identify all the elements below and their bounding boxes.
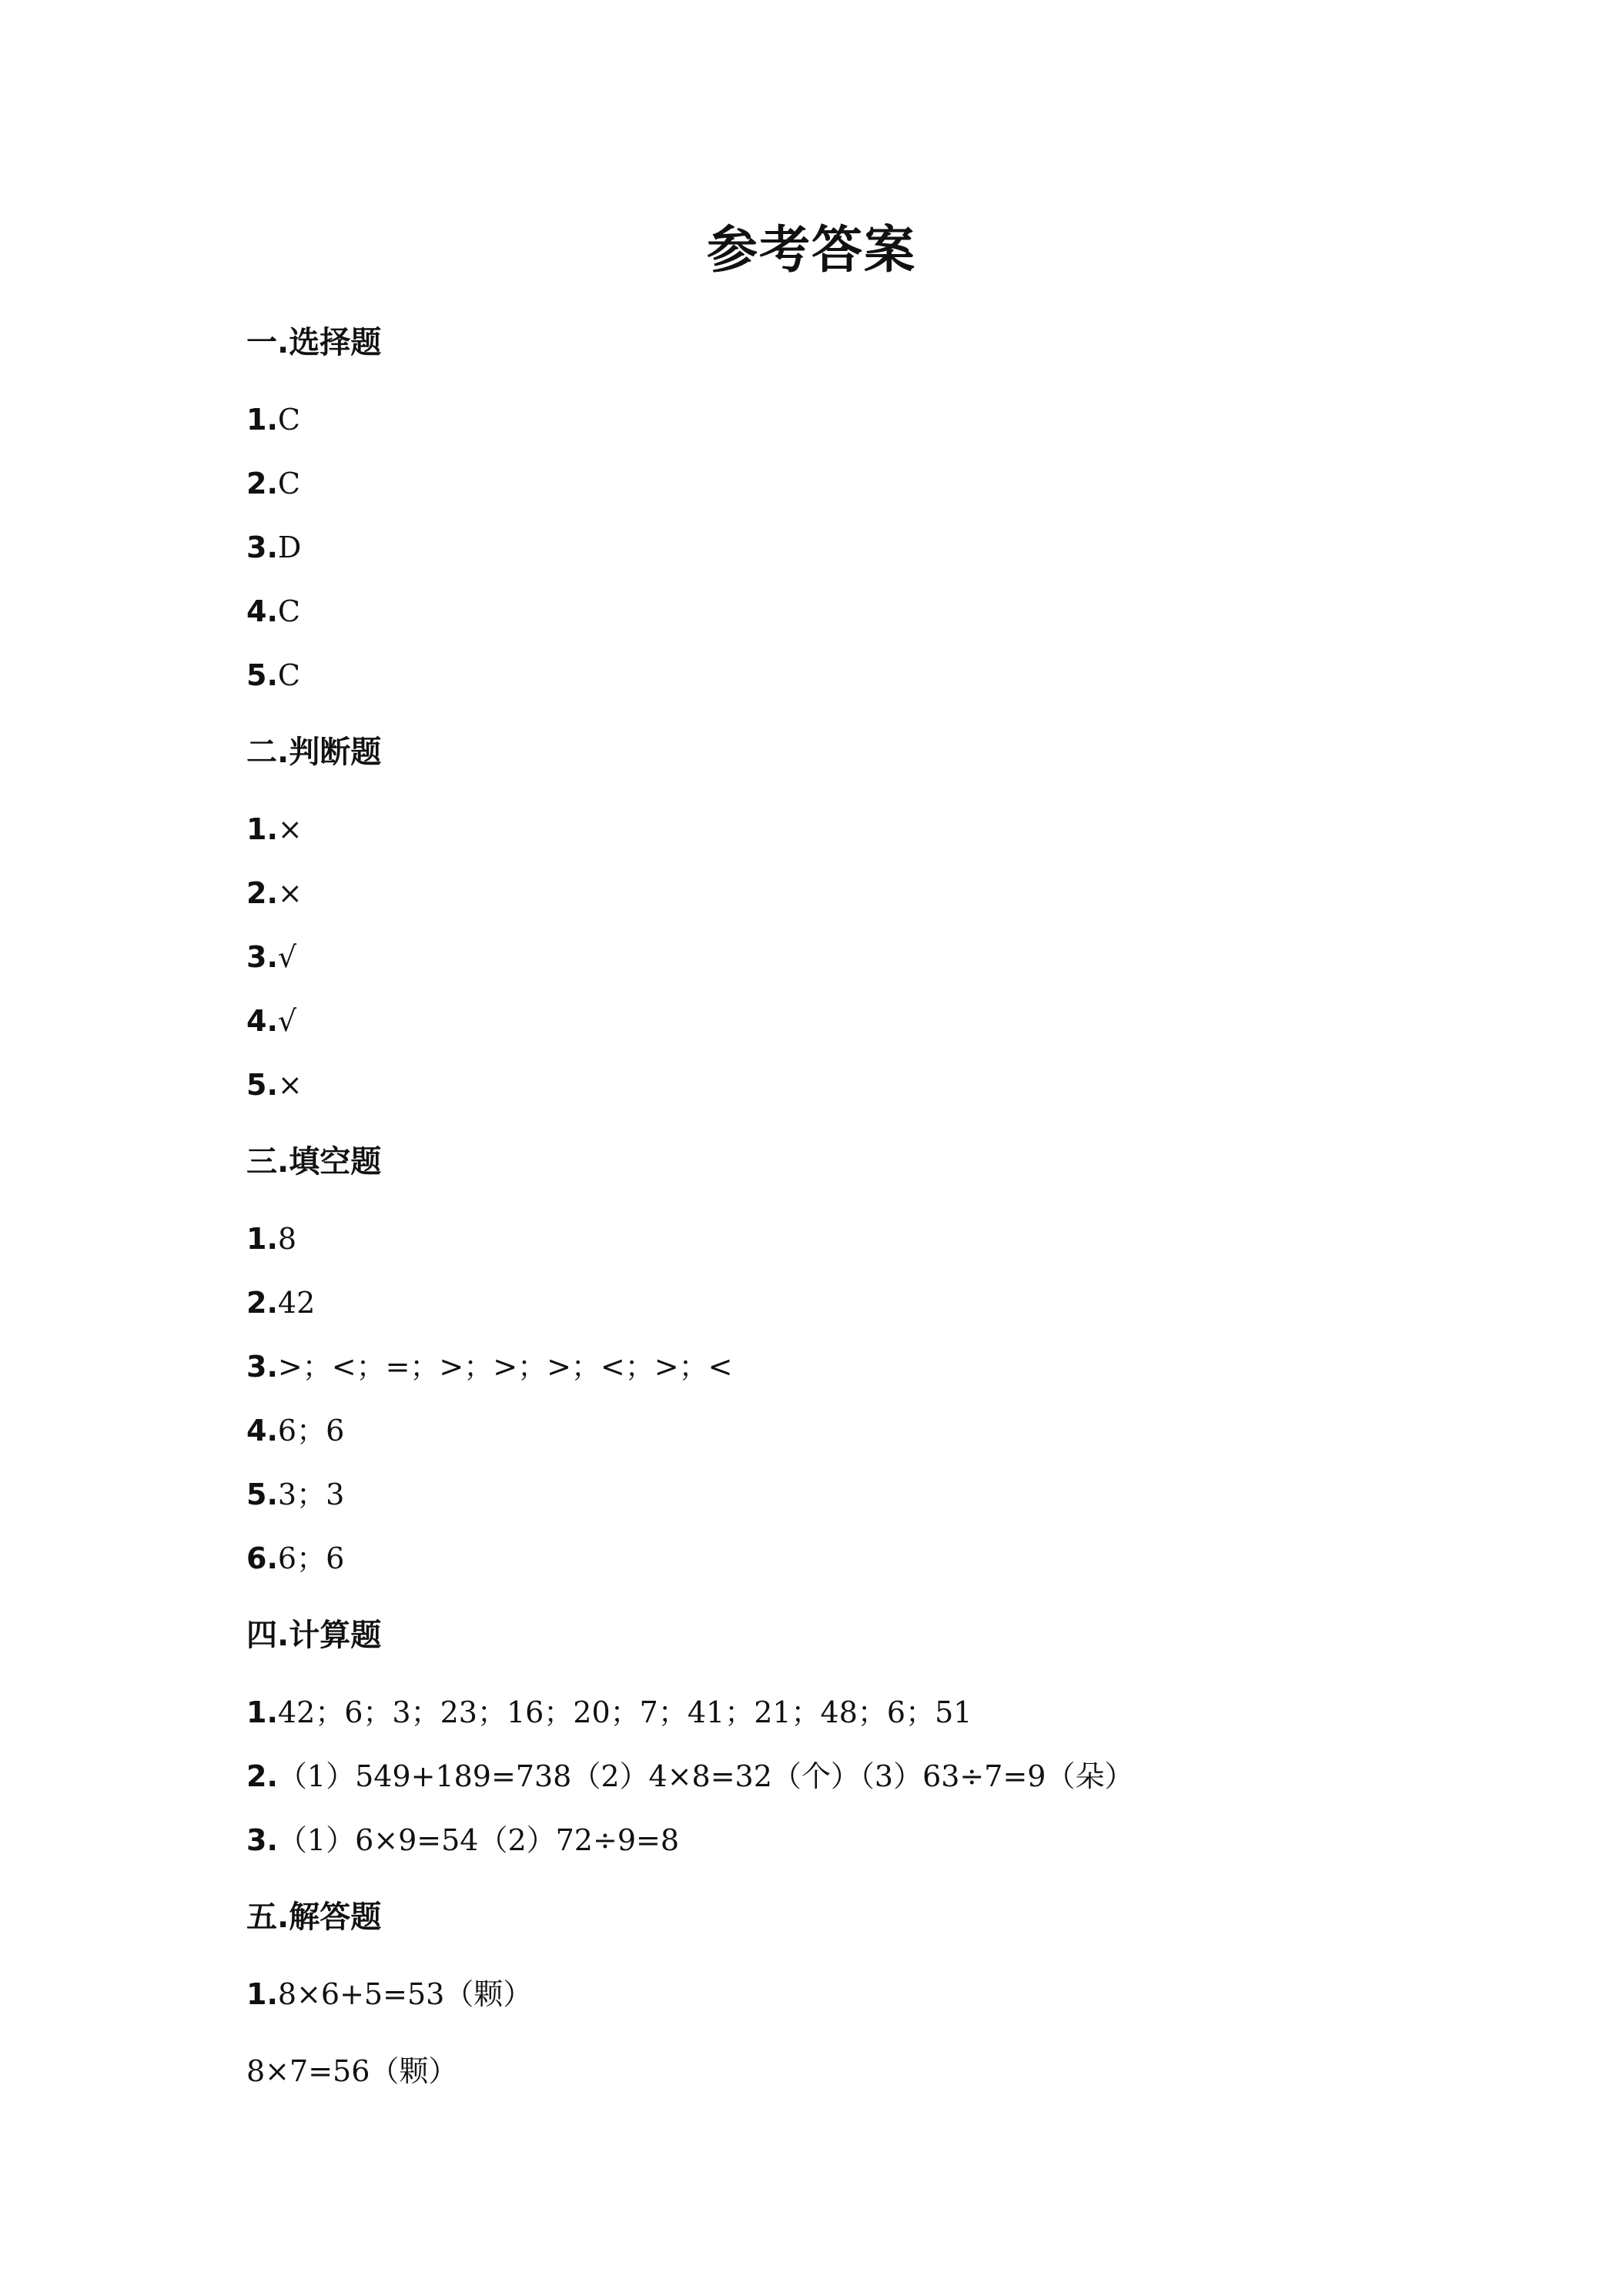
answer-item	[246, 1347, 732, 1386]
answer-value: （1）549+189=738（2）4×8=32（个）（3）63÷7=9（朵）	[277, 1759, 1134, 1793]
answer-value: 42	[277, 1286, 316, 1320]
answer-number: 3.	[246, 940, 278, 974]
answer-value: 6；6	[277, 1414, 345, 1448]
answer-item	[246, 1411, 344, 1450]
section-heading-judgment: 二.判断题	[246, 735, 382, 770]
answer-item	[246, 528, 301, 567]
answer-item	[246, 656, 300, 694]
answer-number: 5.	[246, 1068, 278, 1102]
answer-item	[246, 1002, 296, 1040]
answer-item	[246, 1220, 296, 1258]
section-heading-word-problems: 五.解答题	[246, 1899, 382, 1935]
answer-number: 2.	[246, 1759, 278, 1793]
section-heading-choice: 一.选择题	[246, 325, 382, 360]
answer-number: 1.	[246, 812, 278, 846]
answer-value: C	[277, 467, 300, 500]
answer-number: 5.	[246, 658, 278, 692]
answer-item	[246, 938, 296, 976]
answer-number: 3.	[246, 530, 278, 564]
answer-number: 4.	[246, 1414, 278, 1448]
answer-item	[246, 592, 300, 631]
answer-number: 2.	[246, 1286, 278, 1320]
answer-number: 1.	[246, 1222, 278, 1256]
answer-value: ×	[277, 812, 303, 846]
answer-number: 2.	[246, 467, 278, 500]
answer-item	[246, 874, 303, 912]
answer-value: √	[277, 1004, 297, 1038]
answer-value: >；<；=；>；>；>；<；>；<	[277, 1350, 733, 1384]
answer-number: 3.	[246, 1350, 278, 1384]
answer-value: D	[277, 530, 302, 564]
answer-value: 42；6；3；23；16；20；7；41；21；48；6；51	[277, 1695, 972, 1729]
answer-item	[246, 1975, 532, 2013]
answer-value: ×	[277, 1068, 303, 1102]
answer-item	[246, 810, 303, 848]
answer-value: √	[277, 940, 297, 974]
answer-value: C	[277, 594, 300, 628]
answer-value: 6；6	[277, 1541, 345, 1575]
answer-item	[246, 1693, 972, 1732]
section-heading-fill-blank: 三.填空题	[246, 1144, 382, 1180]
answer-item	[246, 2052, 457, 2090]
answer-number: 2.	[246, 876, 278, 910]
answer-value: 3；3	[277, 1478, 345, 1511]
answer-number: 1.	[246, 403, 278, 437]
answer-value: （1）6×9=54（2）72÷9=8	[277, 1823, 680, 1857]
answer-number: 3.	[246, 1823, 278, 1857]
answer-number: 4.	[246, 1004, 278, 1038]
answer-item	[246, 400, 300, 439]
answer-item	[246, 1757, 1133, 1796]
answer-number: 1.	[246, 1977, 278, 2011]
answer-value: ×	[277, 876, 303, 910]
answer-value: C	[277, 403, 300, 437]
answer-number: 4.	[246, 594, 278, 628]
answer-value: 8×7=56（颗）	[246, 2054, 458, 2088]
answer-number: 6.	[246, 1541, 278, 1575]
answer-item	[246, 1284, 315, 1322]
section-heading-calculation: 四.计算题	[246, 1618, 382, 1653]
answer-value: 8×6+5=53（颗）	[277, 1977, 533, 2011]
answer-value: C	[277, 658, 300, 692]
answer-item	[246, 1475, 344, 1514]
answer-item	[246, 1821, 679, 1859]
answer-value: 8	[277, 1222, 297, 1256]
answer-item	[246, 464, 300, 503]
answer-number: 5.	[246, 1478, 278, 1511]
answer-item	[246, 1539, 344, 1578]
page-title: 参考答案	[707, 220, 916, 279]
answer-item	[246, 1066, 303, 1104]
answer-number: 1.	[246, 1695, 278, 1729]
